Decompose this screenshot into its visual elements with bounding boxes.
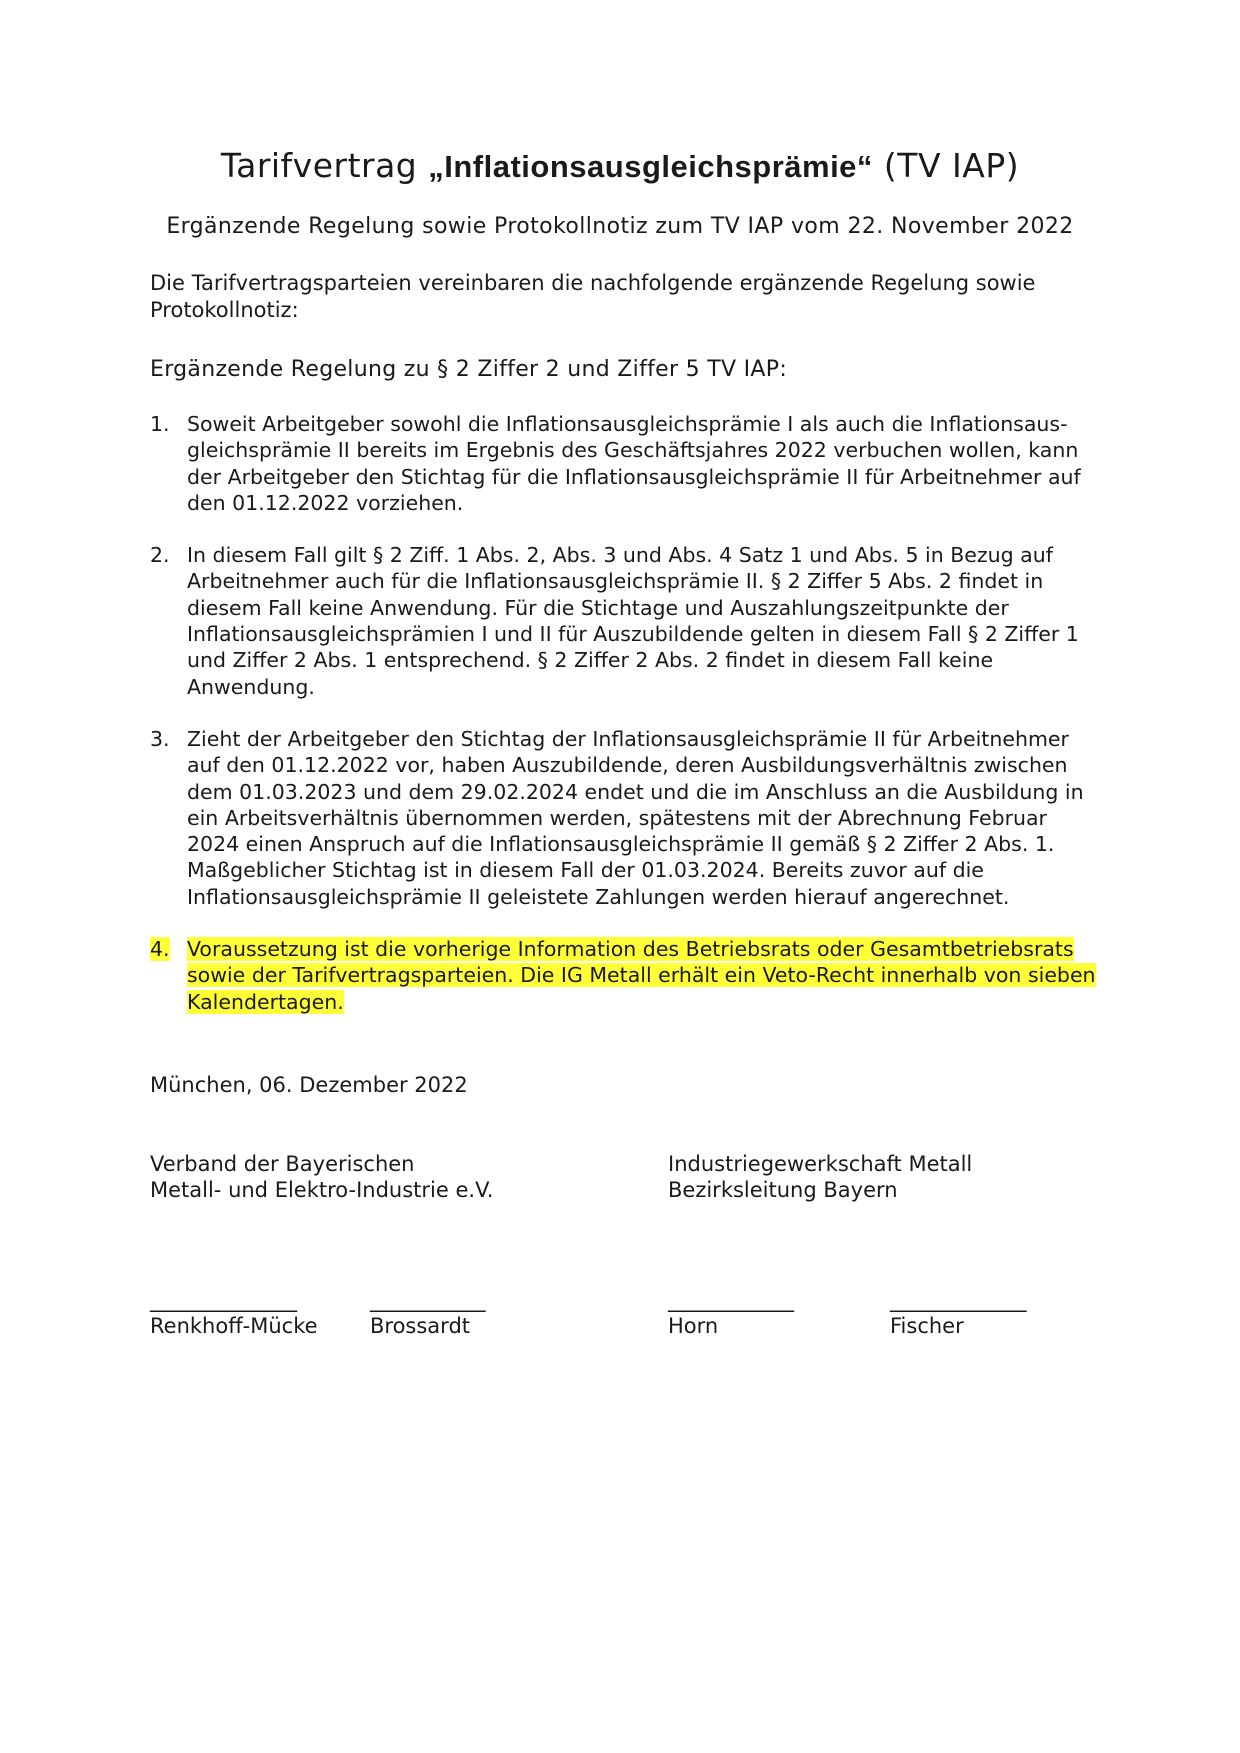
list-item-text: Voraussetzung ist die vorherige Information des Betriebsrats oder Gesamtbetriebsrats sowie der Tarifvertragsparteien. Die IG Metall erhält ein Veto-Recht innerhalb von sieben Kalendertagen. [187,937,1096,1014]
signature-line: ___________ [370,1288,486,1312]
title-prefix: Tarifvertrag [220,146,429,185]
party-union-line2: Bezirksleitung Bayern [668,1178,898,1202]
regulation-list [150,411,1100,1041]
party-union [668,1151,1088,1203]
list-item-number: 2. [150,543,170,568]
signature-line: ______________ [150,1288,297,1312]
party-employers [150,1151,630,1203]
list-item [150,542,1100,700]
list-item-number: 3. [150,726,170,751]
title-suffix: (TV IAP) [872,146,1020,185]
list-item [150,411,1100,516]
list-item-highlighted [150,936,1100,1015]
signatory-name: Horn [668,1314,719,1338]
title-strong: „Inflationsausgleichsprämie“ [428,149,873,184]
list-item [150,726,1100,910]
page-subtitle: Ergänzende Regelung sowie Protokollnotiz zum TV IAP vom 22. November 2022 [166,214,1074,239]
signatory-name: Renkhoff-Mücke [150,1314,318,1338]
signature-block [370,1287,486,1339]
intro-paragraph: Die Tarifvertragsparteien vereinbaren die nachfolgende ergänzende Regelung sowie Protokollnotiz: [150,271,1036,322]
list-item-text: Soweit Arbeitgeber sowohl die Inflationsausgleichsprämie I als auch die Inflationsaus-gleichsprämie II bereits im Ergebnis des Geschäftsjahres 2022 verbuchen wollen, kann der Arbeitgeber den Stichtag für die Inflationsausgleichsprämie II für Arbeitnehmer auf den 01.12.2022 vorziehen. [187,412,1081,515]
signature-block [668,1287,794,1339]
party-union-line1: Industriegewerkschaft Metall [668,1152,973,1176]
party-employers-line2: Metall- und Elektro-Industrie e.V. [150,1178,494,1202]
regulation-heading: Ergänzende Regelung zu § 2 Ziffer 2 und Ziffer 5 TV IAP: [150,357,788,382]
signatory-name: Brossardt [370,1314,471,1338]
signature-block [890,1287,1027,1339]
list-item-text: In diesem Fall gilt § 2 Ziff. 1 Abs. 2, Abs. 3 und Abs. 4 Satz 1 und Abs. 5 in Bezug auf Arbeitnehmer auch für die Inflationsausgleichsprämie II. § 2 Ziffer 5 Abs. 2 findet in diesem Fall keine Anwendung. Für die Stichtage und Auszahlungszeitpunkte der Inflationsausgleichsprämien I und II für Auszubildende gelten in diesem Fall § 2 Ziffer 1 und Ziffer 2 Abs. 1 entsprechend. § 2 Ziffer 2 Abs. 2 findet in diesem Fall keine Anwendung. [187,543,1079,699]
signature-line: ____________ [668,1288,794,1312]
party-employers-line1: Verband der Bayerischen [150,1152,415,1176]
list-item-number: 4. [150,937,170,962]
signature-line: _____________ [890,1288,1027,1312]
list-item-text: Zieht der Arbeitgeber den Stichtag der Inflationsausgleichsprämie II für Arbeitnehmer auf den 01.12.2022 vor, haben Auszubildende, deren Ausbildungsverhältnis zwischen dem 01.03.2023 und dem 29.02.2024 endet und die im Anschluss an die Ausbildung in ein Arbeitsverhältnis übernommen werden, spätestens mit der Abrechnung Februar 2024 einen Anspruch auf die Inflationsausgleichsprämie II gemäß § 2 Ziffer 2 Abs. 1. Maßgeblicher Stichtag ist in diesem Fall der 01.03.2024. Bereits zuvor auf die Inflationsausgleichsprämie II geleistete Zahlungen werden hierauf angerechnet. [187,726,1084,909]
signatory-name: Fischer [890,1314,964,1338]
place-date: München, 06. Dezember 2022 [150,1073,468,1097]
list-item-number: 1. [150,412,170,436]
signature-block [150,1287,318,1339]
page-title [0,146,1240,185]
